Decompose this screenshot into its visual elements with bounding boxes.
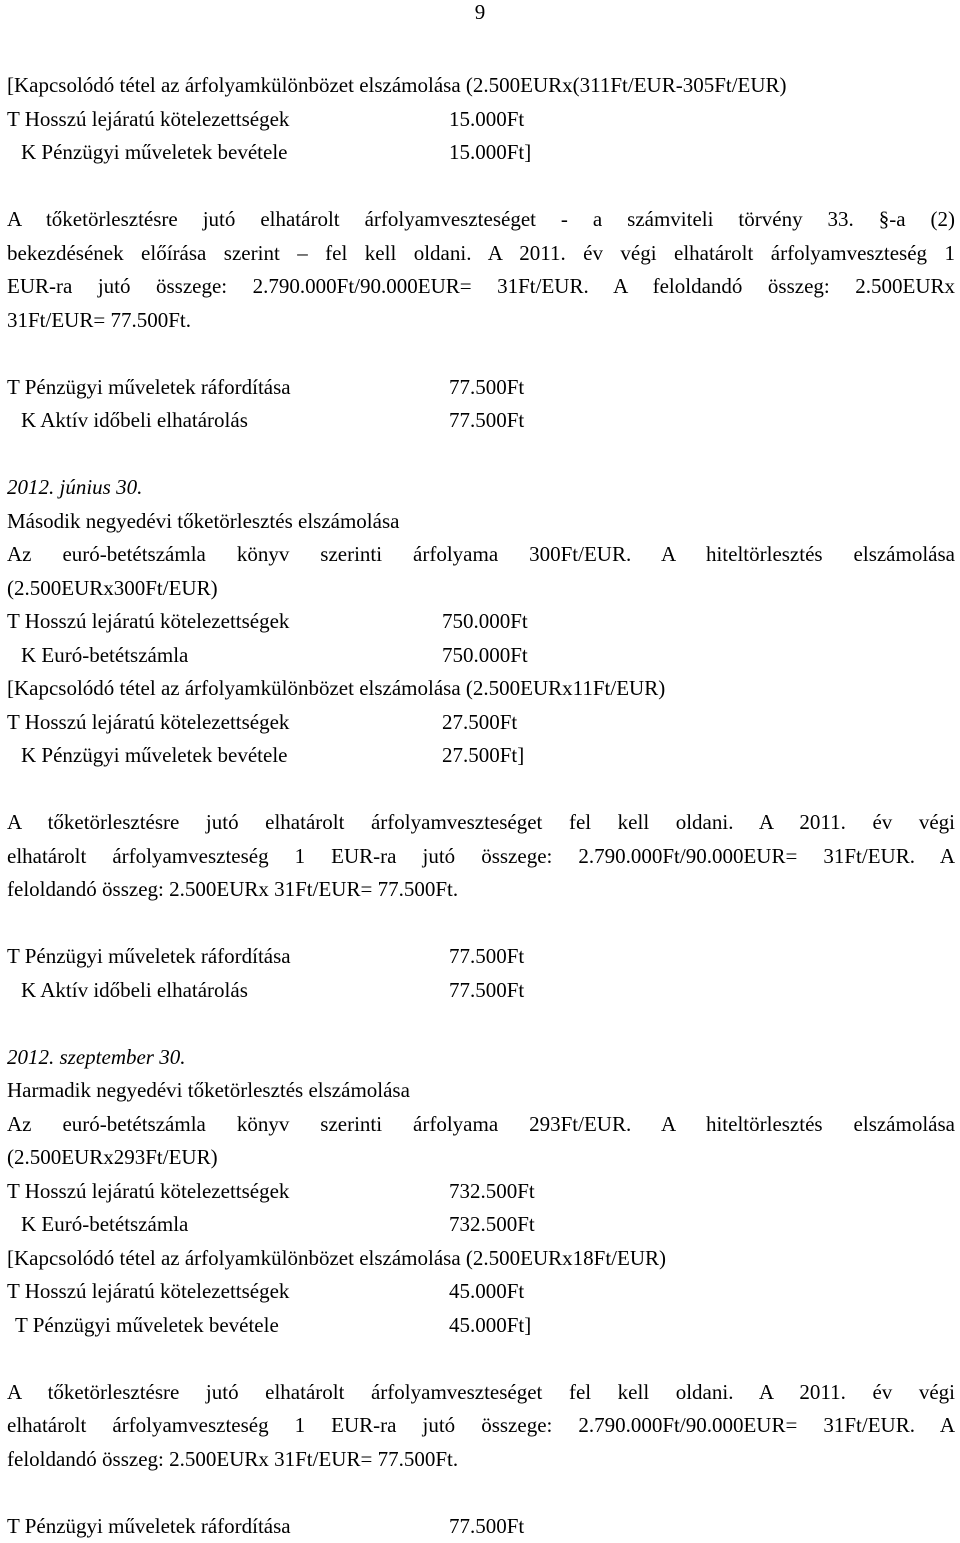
ledger-account: K Pénzügyi műveletek bevétele bbox=[21, 136, 449, 170]
ledger-entry bbox=[7, 1275, 955, 1309]
ledger-entry bbox=[7, 706, 955, 740]
ledger-account: T Pénzügyi műveletek ráfordítása bbox=[7, 940, 449, 974]
paragraph-line: A tőketörlesztésre jutó elhatárolt árfolyamveszteséget fel kell oldani. A 2011. év végi bbox=[7, 1376, 955, 1410]
ledger-entry bbox=[7, 404, 955, 438]
ledger-amount: 15.000Ft bbox=[449, 103, 524, 137]
ledger-amount: 45.000Ft bbox=[449, 1275, 524, 1309]
ledger-amount: 27.500Ft bbox=[442, 706, 517, 740]
ledger-account: K Aktív időbeli elhatárolás bbox=[21, 974, 449, 1008]
ledger-account: K Euró-betétszámla bbox=[21, 639, 442, 673]
ledger-account: K Euró-betétszámla bbox=[21, 1208, 449, 1242]
paragraph-line: A tőketörlesztésre jutó elhatárolt árfolyamveszteséget fel kell oldani. A 2011. év végi bbox=[7, 806, 955, 840]
ledger-amount: 45.000Ft] bbox=[449, 1309, 531, 1343]
ledger-amount: 27.500Ft] bbox=[442, 739, 524, 773]
ledger-account: T Pénzügyi műveletek bevétele bbox=[15, 1309, 449, 1343]
paragraph-line: 31Ft/EUR= 77.500Ft. bbox=[7, 304, 955, 338]
ledger-entry bbox=[7, 1309, 955, 1343]
paragraph-line: [Kapcsolódó tétel az árfolyamkülönbözet elszámolása (2.500EURx18Ft/EUR) bbox=[7, 1242, 955, 1276]
section-date: 2012. június 30. bbox=[7, 471, 955, 505]
ledger-amount: 732.500Ft bbox=[449, 1175, 535, 1209]
ledger-account: T Pénzügyi műveletek ráfordítása bbox=[7, 371, 449, 405]
ledger-entry bbox=[7, 103, 955, 137]
paragraph-line: elhatárolt árfolyamveszteség 1 EUR-ra jutó összege: 2.790.000Ft/90.000EUR= 31Ft/EUR. A bbox=[7, 1409, 955, 1443]
ledger-amount: 77.500Ft bbox=[449, 974, 524, 1008]
paragraph-line: (2.500EURx293Ft/EUR) bbox=[7, 1141, 955, 1175]
paragraph-line: bekezdésének előírása szerint – fel kell oldani. A 2011. év végi elhatárolt árfolyamveszteség 1 bbox=[7, 237, 955, 271]
ledger-account: T Hosszú lejáratú kötelezettségek bbox=[7, 1275, 449, 1309]
paragraph-line: A tőketörlesztésre jutó elhatárolt árfolyamveszteséget - a számviteli törvény 33. §-a (2) bbox=[7, 203, 955, 237]
section-date: 2012. szeptember 30. bbox=[7, 1041, 955, 1075]
ledger-account: T Hosszú lejáratú kötelezettségek bbox=[7, 103, 449, 137]
paragraph-line: EUR-ra jutó összege: 2.790.000Ft/90.000EUR= 31Ft/EUR. A feloldandó összeg: 2.500EURx bbox=[7, 270, 955, 304]
ledger-account: T Hosszú lejáratú kötelezettségek bbox=[7, 605, 442, 639]
ledger-account: T Hosszú lejáratú kötelezettségek bbox=[7, 706, 442, 740]
ledger-account: T Hosszú lejáratú kötelezettségek bbox=[7, 1175, 449, 1209]
ledger-entry bbox=[7, 739, 955, 773]
ledger-entry bbox=[7, 974, 955, 1008]
ledger-account: T Pénzügyi műveletek ráfordítása bbox=[7, 1510, 449, 1543]
ledger-entry bbox=[7, 940, 955, 974]
section-heading: Második negyedévi tőketörlesztés elszámolása bbox=[7, 505, 955, 539]
ledger-entry bbox=[7, 1510, 955, 1543]
paragraph-line: Az euró-betétszámla könyv szerinti árfolyama 300Ft/EUR. A hiteltörlesztés elszámolása bbox=[7, 538, 955, 572]
ledger-account: K Pénzügyi műveletek bevétele bbox=[21, 739, 442, 773]
section-heading: Harmadik negyedévi tőketörlesztés elszámolása bbox=[7, 1074, 955, 1108]
ledger-entry bbox=[7, 1208, 955, 1242]
ledger-account: K Aktív időbeli elhatárolás bbox=[21, 404, 449, 438]
paragraph-line: feloldandó összeg: 2.500EURx 31Ft/EUR= 77.500Ft. bbox=[7, 1443, 955, 1477]
ledger-entry bbox=[7, 136, 955, 170]
ledger-entry bbox=[7, 371, 955, 405]
ledger-amount: 77.500Ft bbox=[449, 940, 524, 974]
paragraph-line: feloldandó összeg: 2.500EURx 31Ft/EUR= 77.500Ft. bbox=[7, 873, 955, 907]
ledger-entry bbox=[7, 1175, 955, 1209]
paragraph-line: elhatárolt árfolyamveszteség 1 EUR-ra jutó összege: 2.790.000Ft/90.000EUR= 31Ft/EUR. A bbox=[7, 840, 955, 874]
ledger-entry bbox=[7, 605, 955, 639]
ledger-amount: 732.500Ft bbox=[449, 1208, 535, 1242]
paragraph-line: [Kapcsolódó tétel az árfolyamkülönbözet elszámolása (2.500EURx11Ft/EUR) bbox=[7, 672, 955, 706]
ledger-amount: 77.500Ft bbox=[449, 1510, 524, 1543]
page-number: 9 bbox=[0, 0, 960, 30]
paragraph-line: Az euró-betétszámla könyv szerinti árfolyama 293Ft/EUR. A hiteltörlesztés elszámolása bbox=[7, 1108, 955, 1142]
ledger-amount: 750.000Ft bbox=[442, 605, 528, 639]
ledger-amount: 750.000Ft bbox=[442, 639, 528, 673]
paragraph-line: [Kapcsolódó tétel az árfolyamkülönbözet elszámolása (2.500EURx(311Ft/EUR-305Ft/EUR) bbox=[7, 69, 955, 103]
ledger-amount: 77.500Ft bbox=[449, 404, 524, 438]
ledger-entry bbox=[7, 639, 955, 673]
paragraph-line: (2.500EURx300Ft/EUR) bbox=[7, 572, 955, 606]
ledger-amount: 77.500Ft bbox=[449, 371, 524, 405]
ledger-amount: 15.000Ft] bbox=[449, 136, 531, 170]
document-body bbox=[7, 69, 955, 1543]
